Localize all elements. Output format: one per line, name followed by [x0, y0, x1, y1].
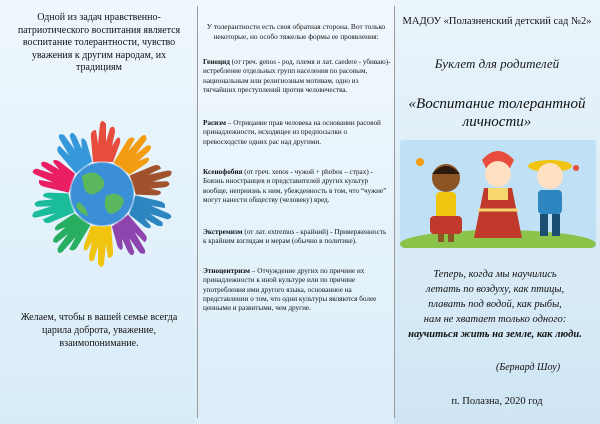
term-name: Этноцентризм: [203, 267, 251, 275]
booklet-title: Буклет для родителей: [434, 56, 560, 71]
children-of-nations-icon: [400, 140, 596, 248]
quote-emphasis: научиться жить на земле, как люди.: [408, 329, 582, 340]
term-text: – Отчуждение других по причине их принадлежности к иной культуре или по причине употребления ими другого языка, основанное на представлении о том, что одни культуры являются более ценными и развитыми, чем другие.: [203, 267, 377, 313]
booklet-subtitle: «Воспитание толерантной личности»: [408, 96, 586, 130]
quote-line: летать по воздуху, как птицы,: [425, 284, 565, 295]
term-text: – Отрицание прав человека на основании расовой принадлежности, исходящее из предпосылки о превосходстве одних рас над другими.: [203, 119, 381, 146]
term-definition: [203, 228, 391, 247]
wish-paragraph: Желаем, чтобы в вашей семье всегда царила доброта, уважение, взаимопонимание.: [20, 312, 178, 349]
term-definition: [203, 58, 391, 95]
quote-line: плавать под водой, как рыбы,: [428, 299, 562, 310]
quote-author: (Бернард Шоу): [496, 362, 561, 373]
organization-name: МАДОУ «Полазненский детский сад №2»: [402, 16, 592, 27]
term-text: (от греч. xenos - чужой + phobos – страх) - Боязнь иностранцев и представителей других культур вообще, неприязнь к ним, убежденность в том, что “чужие” могут нанести обществу (человеку) вред.: [203, 168, 387, 204]
middle-intro: У толерантности есть своя обратная сторона. Вот только некоторые, но особо тяжелые формы ее проявления:: [206, 22, 386, 41]
quote-line: нам не хватает только одного:: [423, 314, 567, 325]
term-name: Ксенофобия: [203, 168, 243, 176]
term-name: Геноцид: [203, 58, 230, 66]
term-text: (от греч. genos - род, племя и лат. caedere - убиваю)- истребление отдельных групп населения по расовым, национальным или религиозным мотивам, одно из тягчайших преступлений против человечества.: [203, 58, 391, 94]
term-definition: [203, 119, 391, 147]
term-text: (от лат. extremus - крайний) - Приверженность к крайним взглядам и мерам (обычно в политике).: [203, 228, 387, 246]
fold-divider: [197, 6, 198, 418]
place-year: п. Полазна, 2020 год: [451, 396, 543, 407]
term-name: Экстремизм: [203, 228, 243, 236]
quote-block: [400, 267, 590, 342]
hands-around-globe-icon: [22, 118, 182, 268]
term-definition: [203, 267, 391, 313]
intro-paragraph: Одной из задач нравственно-патриотического воспитания является воспитание толерантности, чувство уважения к другим народам, их традициям: [17, 12, 181, 73]
quote-line: Теперь, когда мы научились: [433, 269, 557, 280]
term-definition: [203, 168, 391, 205]
term-name: Расизм: [203, 119, 226, 127]
